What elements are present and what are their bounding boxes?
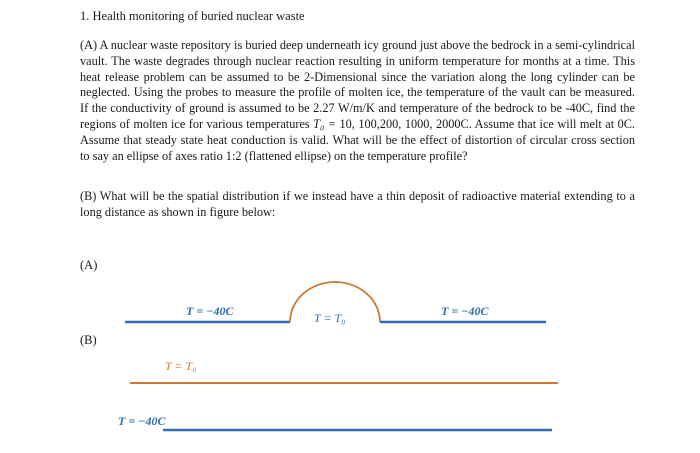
figure-a-left-label: T = −40C [186,304,234,318]
problem-title: 1. Health monitoring of buried nuclear waste [80,9,305,23]
figure-a-right-label: T = −40C [441,304,489,318]
part-b-paragraph: (B) What will be the spatial distribution if we instead have a thin deposit of radioactive material extending to a long distance as shown in figure below: [80,189,635,219]
part-a-text-2: Assume that ice will melt at 0C. Assume that steady state heat conduction is valid. What will be the effect of distortion of circular cross section to say an ellipse of axes ratio 1:2 (flattened ellipse) on the temperature profile? [80,116,635,163]
figure-b-tag: (B) [80,333,97,347]
figure-b-deposit-label: T = T₀ [165,359,197,373]
figure-b-bottom-label: T = −40C [118,414,166,428]
figure-a-tag: (A) [80,258,98,272]
part-a-temperature-values: 10, 100,200, 1000, 2000C. [339,116,472,131]
figure-a-dome-label: T = T₀ [314,311,346,325]
part-a-t0-symbol: T₀ = [313,116,337,131]
part-a-text-1: (A) A nuclear waste repository is buried deep underneath icy ground just above the bedrock in a semi-cylindrical vault. The waste degrades through nuclear reaction resulting in uniform temperature for months at a time. This heat release problem can be assumed to be 2-Dimensional since the variation along the long cylinder can be neglected. Using the probes to measure the profile of molten ice, the temperature of the vault can be measured. If the conductivity of ground is assumed to be 2.27 W/m/K and temperature of the bedrock to be -40C, find the regions of molten ice for various temperatures [80,38,635,131]
